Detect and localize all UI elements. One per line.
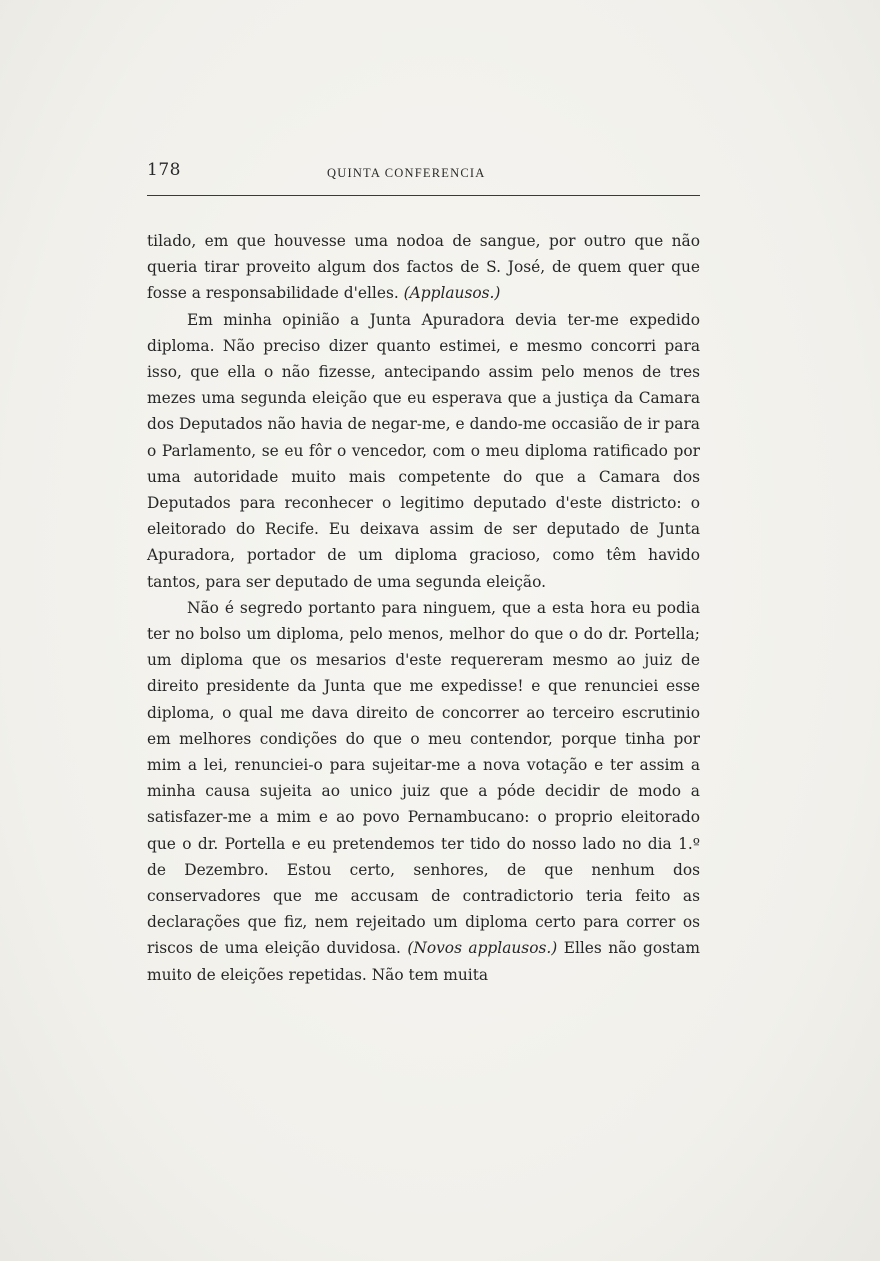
header-rule — [147, 195, 700, 196]
paragraph-3 — [147, 595, 700, 988]
paragraph-1-text: tilado, em que houvesse uma nodoa de sangue, por outro que não queria tirar proveito algum dos factos de S. José, de quem quer que fosse a responsabilidade d'elles. — [147, 232, 700, 303]
applause-note: (Applausos.) — [403, 284, 501, 303]
paragraph-1 — [147, 228, 700, 307]
new-applause-note: (Novos applausos.) — [407, 939, 558, 958]
page-header — [147, 160, 700, 196]
page-number: 178 — [147, 160, 181, 180]
paragraph-3-text: Não é segredo portanto para ninguem, que a esta hora eu podia ter no bolso um diploma, pelo menos, melhor do que o do dr. Portella; um diploma que os mesarios d'este requereram mesmo ao juiz de direito presidente da Junta que me expedisse! e que renunciei esse diploma, o qual me dava direito de concorrer ao terceiro escrutinio em melhores condições do que o meu contendor, porque tinha por mim a lei, renunciei-o para sujeitar-me a nova votação e ter assim a minha causa sujeita ao unico juiz que a póde decidir de modo a satisfazer-me a mim e ao povo Pernambucano: o proprio eleitorado que o dr. Portella e eu pretendemos ter tido do nosso lado no dia 1.º de Dezembro. Estou certo, senhores, de que nenhum dos conservadores que me accusam de contradictorio teria feito as declarações que fiz, nem rejeitado um diploma certo para correr os riscos de uma eleição duvidosa. — [147, 598, 700, 958]
paragraph-2 — [147, 307, 700, 595]
paragraph-2-text: Em minha opinião a Junta Apuradora devia ter-me expedido diploma. Não preciso dizer quanto estimei, e mesmo concorri para isso, que ella o não fizesse, antecipando assim pelo menos de tres mezes uma segunda eleição que eu esperava que a justiça da Camara dos Deputados não havia de negar-me, e dando-me occasião de ir para o Parlamento, se eu fôr o vencedor, com o meu diploma ratificado por uma autoridade muito mais competente do que a Camara dos Deputados para reconhecer o legitimo deputado d'este districto: o eleitorado do Recife. Eu deixava assim de ser deputado de Junta Apuradora, portador de um diploma gracioso, como têm havido tantos, para ser deputado de uma segunda eleição. — [147, 310, 700, 591]
paragraph-3-continuation: Elles não gostam muito de eleições repetidas. Não tem muita — [147, 939, 700, 984]
running-head: QUINTA CONFERENCIA — [327, 166, 486, 180]
body-text — [147, 228, 700, 988]
